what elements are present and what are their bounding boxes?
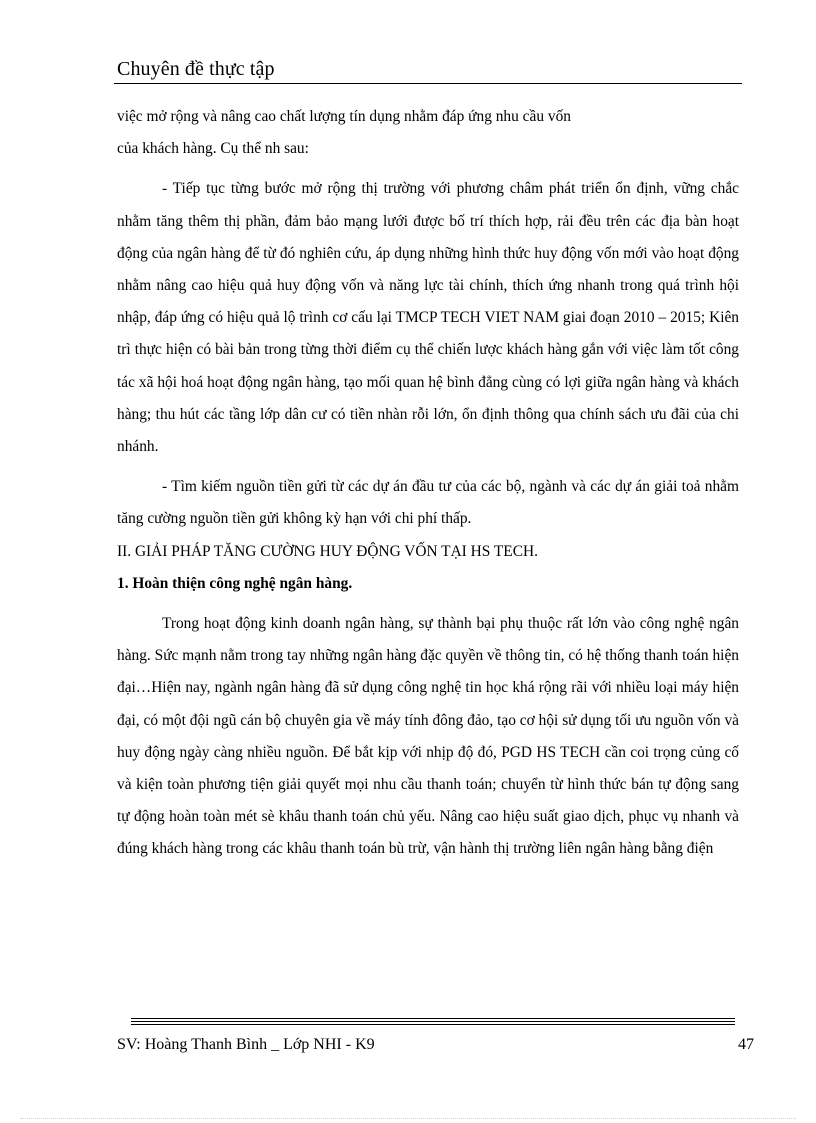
paragraph-line: của khách hàng. Cụ thể nh sau: bbox=[117, 140, 309, 158]
paragraph-deposit-sources: - Tìm kiếm nguồn tiền gửi từ các dự án đầu tư của các bộ, ngành và các dự án giải toả nhằm tăng cường nguồn tiền gửi không kỳ hạn với chi phí thấp. bbox=[117, 478, 739, 528]
page-number: 47 bbox=[738, 1036, 754, 1053]
page-bottom-edge bbox=[20, 1118, 796, 1119]
subsection-heading: 1. Hoàn thiện công nghệ ngân hàng. bbox=[117, 574, 353, 592]
paragraph-line: việc mở rộng và nâng cao chất lượng tín dụng nhằm đáp ứng nhu cầu vốn bbox=[117, 108, 571, 125]
paragraph-market-expansion: - Tiếp tục từng bước mở rộng thị trường với phương châm phát triển ổn định, vững chắc nhằm tăng thêm thị phần, đảm bảo mạng lưới được bố trí thích hợp, rải đều trên các địa bàn hoạt động của ngân hàng để từ đó nghiên cứu, áp dụng những hình thức huy động vốn mới vào hoạt động nhằm nâng cao hiệu quả huy động vốn và năng lực tài chính, thích ứng nhanh trong quá trình hội nhập, đáp ứng có hiệu quả lộ trình cơ cấu lại TMCP TECH VIET NAM giai đoạn 2010 – 2015; Kiên trì thực hiện có bài bản trong từng thời điểm cụ thể chiến lược khách hàng gắn với việc làm tốt công tác xã hội hoá hoạt động ngân hàng, tạo mối quan hệ bình đẳng cùng có lợi giữa ngân hàng và khách hàng; thu hút các tầng lớp dân cư có tiền nhàn rỗi lớn, ổn định thông qua chính sách ưu đãi của chi nhánh. bbox=[117, 180, 739, 456]
footer-divider bbox=[131, 1018, 735, 1025]
header-divider bbox=[114, 83, 742, 84]
footer-student-info: SV: Hoàng Thanh Bình _ Lớp NHI - K9 bbox=[117, 1036, 375, 1053]
header-title: Chuyên đề thực tập bbox=[117, 58, 275, 80]
body-text bbox=[117, 101, 739, 866]
section-heading: II. GIẢI PHÁP TĂNG CƯỜNG HUY ĐỘNG VỐN TẠI HS TECH. bbox=[117, 542, 538, 560]
paragraph-banking-technology: Trong hoạt động kinh doanh ngân hàng, sự thành bại phụ thuộc rất lớn vào công nghệ ngân hàng. Sức mạnh nằm trong tay những ngân hàng đặc quyền về thông tin, có hệ thống thanh toán hiện đại…Hiện nay, ngành ngân hàng đã sử dụng công nghệ tin học khá rộng rãi với nhiều loại máy hiện đại, có một đội ngũ cán bộ chuyên gia về máy tính đông đảo, tạo cơ hội sử dụng tối ưu nguồn vốn và huy động ngày càng nhiều nguồn. Để bắt kịp với nhịp độ đó, PGD HS TECH cần coi trọng củng cố và kiện toàn phương tiện giải quyết mọi nhu cầu thanh toán; chuyển từ hình thức bán tự động sang tự động hoàn toàn mét sè khâu thanh toán chủ yếu. Nâng cao hiệu suất giao dịch, phục vụ nhanh và đúng khách hàng trong các khâu thanh toán bù trừ, vận hành thị trường liên ngân hàng bằng điện bbox=[117, 615, 739, 858]
paragraph-continuation bbox=[117, 101, 739, 165]
